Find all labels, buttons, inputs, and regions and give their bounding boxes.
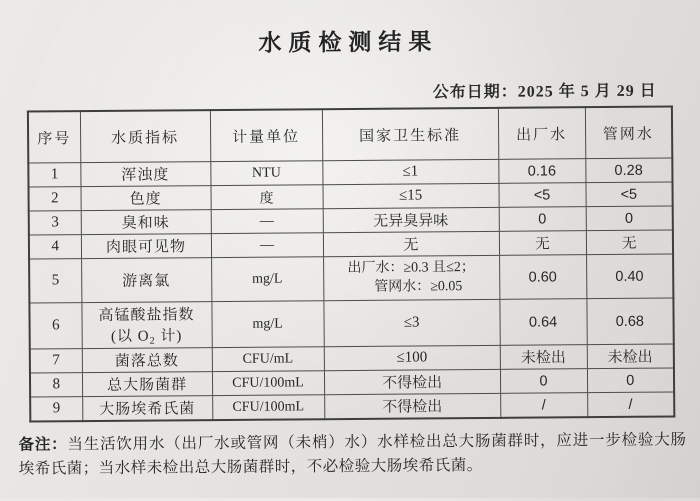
cell-factory-value: 0.60 — [499, 255, 586, 300]
cell-factory-value: 0.16 — [498, 159, 585, 184]
indicator-line2-prefix: (以 O — [110, 328, 150, 345]
cell-unit: CFU/100mL — [212, 395, 324, 420]
table-row — [29, 298, 673, 349]
indicator-subscript: 2 — [149, 335, 156, 347]
cell-no: 1 — [28, 163, 80, 187]
publish-date: 公布日期：2025 年 5 月 29 日 — [432, 82, 657, 102]
page-title: 水质检测结果 — [258, 29, 439, 56]
cell-no: 9 — [30, 397, 82, 422]
cell-indicator: 色度 — [81, 186, 211, 211]
cell-indicator: 肉眼可见物 — [81, 234, 211, 259]
cell-indicator: 浑浊度 — [80, 162, 210, 187]
cell-standard: ≤1 — [322, 159, 498, 184]
header-no: 序号 — [28, 111, 80, 163]
header-unit: 计量单位 — [210, 109, 322, 161]
cell-network-value: 0 — [586, 206, 673, 231]
table-row — [29, 254, 673, 303]
cell-standard — [323, 255, 499, 300]
cell-no: 8 — [30, 373, 82, 397]
cell-unit: mg/L — [211, 257, 323, 302]
cell-standard: 不得检出 — [324, 393, 500, 419]
table-row — [30, 392, 674, 422]
cell-unit: 度 — [210, 185, 322, 210]
remarks-text: 当生活饮用水（出厂水或管网（未梢）水）水样检出总大肠菌群时，应进一步检验大肠埃希氏菌；当水样未检出总大肠菌群时，不必检验大肠埃希氏菌。 — [18, 430, 687, 478]
header-network-water: 管网水 — [585, 106, 672, 158]
cell-no: 2 — [29, 187, 81, 211]
cell-factory-value: 0 — [499, 207, 586, 232]
standard-line1: 出厂水：≥0.3 且≤2； — [347, 259, 475, 276]
cell-standard: ≤100 — [324, 345, 500, 370]
cell-unit: — — [211, 233, 323, 258]
cell-factory-value: / — [500, 393, 587, 418]
cell-indicator: 菌落总数 — [82, 348, 212, 373]
indicator-line1: 高锰酸盐指数 — [98, 307, 195, 324]
cell-no: 5 — [29, 259, 81, 303]
standard-line2: 管网水：≥0.05 — [374, 278, 463, 295]
water-quality-table — [27, 105, 675, 422]
header-indicator: 水质指标 — [80, 110, 210, 163]
cell-factory-value: <5 — [498, 183, 585, 208]
cell-factory-value: 无 — [499, 231, 586, 256]
header-standard: 国家卫生标准 — [322, 108, 498, 161]
cell-standard: 无 — [323, 231, 499, 256]
cell-unit: CFU/100mL — [212, 371, 324, 396]
cell-indicator: 臭和味 — [81, 210, 211, 235]
remarks-note — [18, 428, 686, 481]
cell-no: 3 — [29, 211, 81, 235]
cell-network-value: <5 — [585, 182, 672, 207]
cell-standard: ≤15 — [322, 183, 498, 208]
table-header-row — [28, 106, 672, 163]
cell-standard: ≤3 — [323, 299, 499, 346]
cell-unit: NTU — [210, 161, 322, 186]
cell-no: 6 — [29, 303, 81, 349]
cell-network-value: 0.28 — [585, 158, 672, 183]
cell-network-value: / — [587, 392, 674, 417]
cell-unit: — — [211, 209, 323, 234]
cell-no: 4 — [29, 235, 81, 259]
remarks-label: 备注： — [18, 435, 68, 454]
cell-indicator: 游离氯 — [81, 258, 211, 303]
cell-network-value: 0.68 — [586, 298, 673, 345]
cell-factory-value: 0.64 — [499, 299, 586, 346]
cell-indicator: 总大肠菌群 — [82, 372, 212, 397]
cell-unit: CFU/mL — [212, 347, 324, 372]
cell-standard: 不得检出 — [324, 369, 500, 394]
indicator-line2 — [86, 324, 207, 347]
cell-indicator: 大肠埃希氏菌 — [82, 396, 212, 422]
cell-standard: 无异臭异味 — [323, 207, 499, 232]
cell-network-value: 未检出 — [587, 344, 674, 369]
cell-factory-value: 未检出 — [500, 345, 587, 370]
cell-network-value: 0.40 — [586, 254, 673, 299]
indicator-line2-suffix: 计) — [155, 328, 183, 345]
cell-network-value: 无 — [586, 230, 673, 255]
cell-indicator — [81, 302, 211, 349]
cell-factory-value: 0 — [500, 369, 587, 394]
cell-no: 7 — [30, 349, 82, 373]
cell-network-value: 0 — [587, 368, 674, 393]
cell-unit: mg/L — [211, 301, 323, 348]
header-factory-water: 出厂水 — [498, 107, 585, 159]
